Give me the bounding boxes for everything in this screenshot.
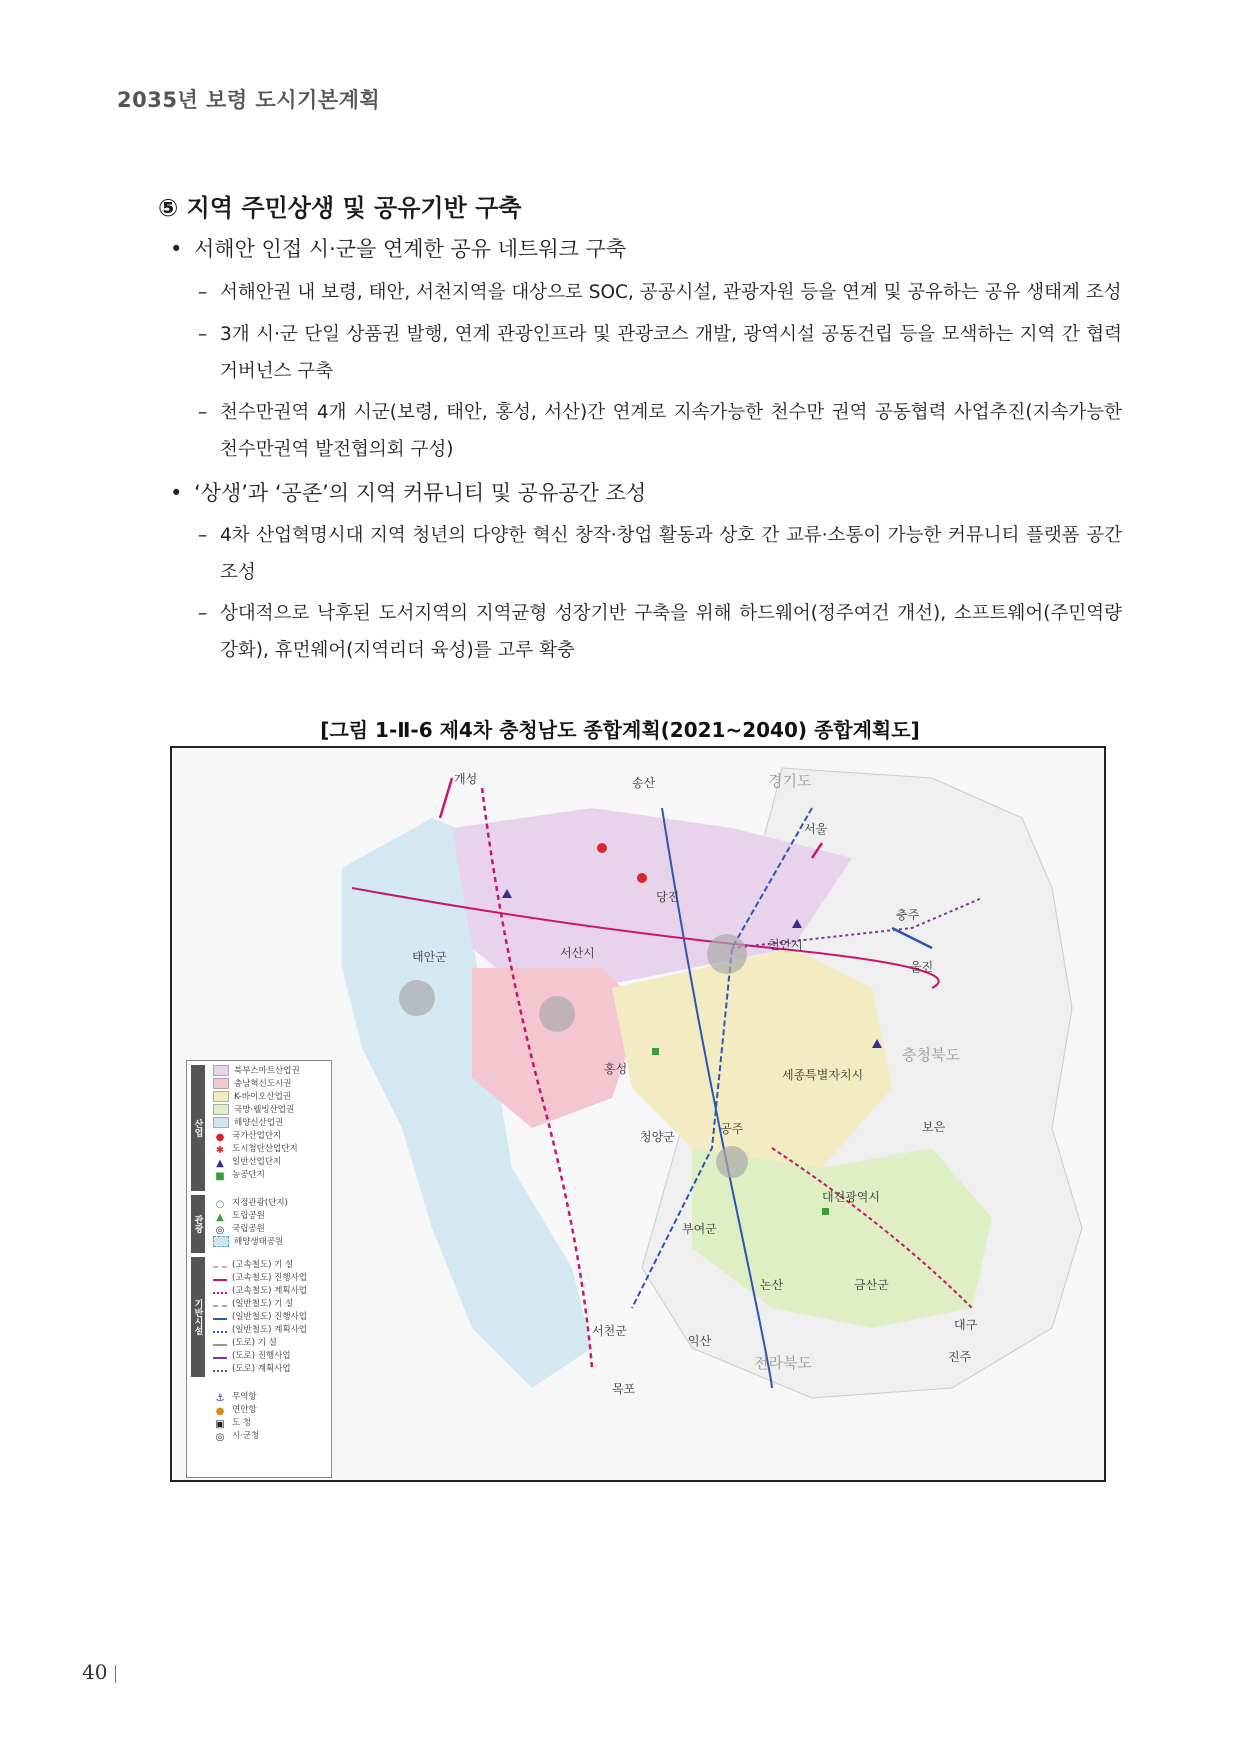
circle-icon: ○ xyxy=(215,1199,225,1210)
dot-icon: ● xyxy=(215,1132,225,1143)
legend-item: ⚓ 무역항 xyxy=(213,1391,257,1404)
triangle-icon: ▲ xyxy=(216,1158,224,1169)
figure-caption: [그림 1-Ⅱ-6 제4차 충청남도 종합계획(2021~2040) 종합계획도] xyxy=(320,718,920,742)
provincial-office-icon: ▣ xyxy=(215,1419,225,1430)
map-label-nonsan: 논산 xyxy=(760,1278,784,1292)
target-icon: ◎ xyxy=(215,1225,225,1236)
legend-swatch xyxy=(213,1091,229,1102)
line-swatch xyxy=(213,1292,227,1294)
dash-mark: – xyxy=(198,525,208,546)
map-label-mokpo: 목포 xyxy=(612,1382,636,1396)
legend-item: ● 연안항 xyxy=(213,1404,257,1417)
legend-item: (일반철도) 기 설 xyxy=(213,1298,293,1311)
map-label-buyeo: 부여군 xyxy=(682,1222,717,1236)
bullet-text: 서해안 인접 시·군을 연계한 공유 네트워크 구축 xyxy=(194,237,627,261)
line-swatch xyxy=(213,1266,227,1268)
map-label-uljin: 울진 xyxy=(910,960,934,974)
legend-item: K-바이오산업권 xyxy=(213,1091,291,1104)
bullet-mark: • xyxy=(170,237,183,261)
legend-item: ▲ 도립공원 xyxy=(213,1210,265,1223)
dash-mark: – xyxy=(198,402,208,423)
national-complex-marker xyxy=(597,843,607,853)
map-label-jinju: 진주 xyxy=(948,1350,972,1364)
document-header: 2035년 보령 도시기본계획 xyxy=(117,88,381,112)
legend-item: ▣ 도 청 xyxy=(213,1417,251,1430)
dash-text: 천수만권역 4개 시군(보령, 태안, 홍성, 서산)간 연계로 지속가능한 천수만 권역 공동협력 사업추진(지속가능한 천수만권역 발전협의회 구성) xyxy=(220,402,1122,460)
map-label-dangjin: 당진 xyxy=(656,890,680,904)
map-label-songsan: 송산 xyxy=(632,776,656,790)
legend-item: ◎ 시·군청 xyxy=(213,1430,259,1443)
line-swatch xyxy=(213,1318,227,1320)
city-marker xyxy=(716,1146,748,1178)
map-label-chungbuk: 충청북도 xyxy=(902,1046,960,1064)
anchor-icon: ⚓ xyxy=(215,1393,225,1404)
map-label-gaeseong: 개성 xyxy=(454,772,478,786)
legend-item: (도로) 계획사업 xyxy=(213,1363,291,1376)
page-number xyxy=(82,1660,116,1684)
dash-item xyxy=(198,595,1122,669)
legend-item: ○ 지정관광(단지) xyxy=(213,1197,288,1210)
map-label-iksan: 익산 xyxy=(688,1334,712,1348)
dash-text: 3개 시·군 단일 상품권 발행, 연계 관광인프라 및 관광코스 개발, 광역시설 공동건립 등을 모색하는 지역 간 협력 거버넌스 구축 xyxy=(220,324,1122,382)
mountain-icon: ▲ xyxy=(216,1212,224,1223)
legend-swatch xyxy=(213,1104,229,1115)
dash-mark: – xyxy=(198,324,208,345)
map-label-sejong: 세종특별자치시 xyxy=(782,1068,864,1082)
map-label-seoul: 서울 xyxy=(804,822,828,836)
map-label-seocheon: 서천군 xyxy=(592,1324,627,1338)
dash-text: 4차 산업혁명시대 지역 청년의 다양한 혁신 창작·창업 활동과 상호 간 교류·소통이 가능한 커뮤니티 플랫폼 공간 조성 xyxy=(220,525,1122,583)
map-legend xyxy=(186,1060,332,1478)
bullet-network xyxy=(170,233,626,263)
legend-item: 해양신산업권 xyxy=(213,1117,283,1130)
dash-item xyxy=(198,394,1122,468)
line-swatch xyxy=(213,1357,227,1359)
map-label-daejeon: 대전광역시 xyxy=(822,1190,880,1204)
dash-mark: – xyxy=(198,282,208,303)
flower-icon: ✱ xyxy=(215,1145,225,1156)
line-swatch xyxy=(213,1344,227,1346)
city-marker xyxy=(399,980,435,1016)
legend-item: (고속철도) 계획사업 xyxy=(213,1285,307,1298)
bullet-mark: • xyxy=(170,481,183,505)
legend-swatch xyxy=(213,1117,229,1128)
map-label-taean: 태안군 xyxy=(412,950,447,964)
legend-item: (일반철도) 계획사업 xyxy=(213,1324,307,1337)
map-label-seosan: 서산시 xyxy=(560,946,595,960)
agro-complex-marker xyxy=(652,1048,659,1055)
city-hall-icon: ◎ xyxy=(215,1432,225,1443)
page-number-value: 40 xyxy=(82,1660,108,1684)
legend-item: (고속철도) 진행사업 xyxy=(213,1272,307,1285)
legend-item: ✱ 도시첨단산업단지 xyxy=(213,1143,298,1156)
legend-item: (도로) 진행사업 xyxy=(213,1350,291,1363)
line-swatch xyxy=(213,1305,227,1307)
legend-item: (고속철도) 기 설 xyxy=(213,1259,293,1272)
bullet-community xyxy=(170,477,646,507)
map-label-cheonan: 천안시 xyxy=(768,938,803,952)
map-label-geumsan: 금산군 xyxy=(854,1278,889,1292)
dash-item xyxy=(198,274,1122,311)
legend-swatch xyxy=(213,1065,229,1076)
dash-item xyxy=(198,517,1122,591)
legend-item: ● 국가산업단지 xyxy=(213,1130,281,1143)
legend-item: (일반철도) 진행사업 xyxy=(213,1311,307,1324)
dash-text: 상대적으로 낙후된 도서지역의 지역균형 성장기반 구축을 위해 하드웨어(정주여건 개선), 소프트웨어(주민역량 강화), 휴먼웨어(지역리더 육성)를 고루 확충 xyxy=(220,603,1122,661)
legend-item: ■ 농공단지 xyxy=(213,1169,265,1182)
bullet-text: ‘상생’과 ‘공존’의 지역 커뮤니티 및 공유공간 조성 xyxy=(194,481,647,505)
agro-complex-marker xyxy=(822,1208,829,1215)
legend-item: 북부스마트산업권 xyxy=(213,1065,300,1078)
city-marker xyxy=(539,996,575,1032)
legend-swatch xyxy=(213,1078,229,1089)
map-label-jeonbuk: 전라북도 xyxy=(754,1354,812,1372)
map-label-cheongyang: 청양군 xyxy=(640,1130,675,1144)
dash-item xyxy=(198,316,1122,390)
line-swatch xyxy=(213,1370,227,1372)
page-divider xyxy=(115,1665,116,1683)
map-label-daegu: 대구 xyxy=(954,1318,978,1332)
square-icon: ■ xyxy=(215,1171,225,1182)
legend-group-infra: 기반시설 xyxy=(191,1257,205,1377)
map-label-gongju: 공주 xyxy=(720,1122,744,1136)
map-label-gyeonggi: 경기도 xyxy=(768,772,812,790)
legend-group-industry: 산업 xyxy=(191,1065,205,1191)
dash-mark: – xyxy=(198,603,208,624)
line-swatch xyxy=(213,1331,227,1333)
legend-swatch xyxy=(213,1236,229,1247)
map-label-chungju: 충주 xyxy=(896,908,920,922)
comprehensive-plan-map xyxy=(170,746,1106,1482)
national-complex-marker xyxy=(637,873,647,883)
legend-group-tourism: 관광 xyxy=(191,1195,205,1253)
legend-item: (도로) 기 설 xyxy=(213,1337,277,1350)
legend-item: 충남혁신도시권 xyxy=(213,1078,291,1091)
legend-item: ◎ 국립공원 xyxy=(213,1223,265,1236)
port-icon: ● xyxy=(215,1406,225,1417)
map-label-hongseong: 홍성 xyxy=(604,1062,628,1076)
legend-item: 해양생태공원 xyxy=(213,1236,283,1249)
legend-item: 국방·웰빙산업권 xyxy=(213,1104,294,1117)
legend-item: ▲ 일반산업단지 xyxy=(213,1156,281,1169)
section-title: ⑤ 지역 주민상생 및 공유기반 구축 xyxy=(158,194,522,222)
dash-text: 서해안권 내 보령, 태안, 서천지역을 대상으로 SOC, 공공시설, 관광자원 등을 연계 및 공유하는 공유 생태계 조성 xyxy=(220,282,1122,303)
line-swatch xyxy=(213,1279,227,1281)
city-marker xyxy=(707,934,747,974)
map-label-boeun: 보은 xyxy=(922,1120,946,1134)
